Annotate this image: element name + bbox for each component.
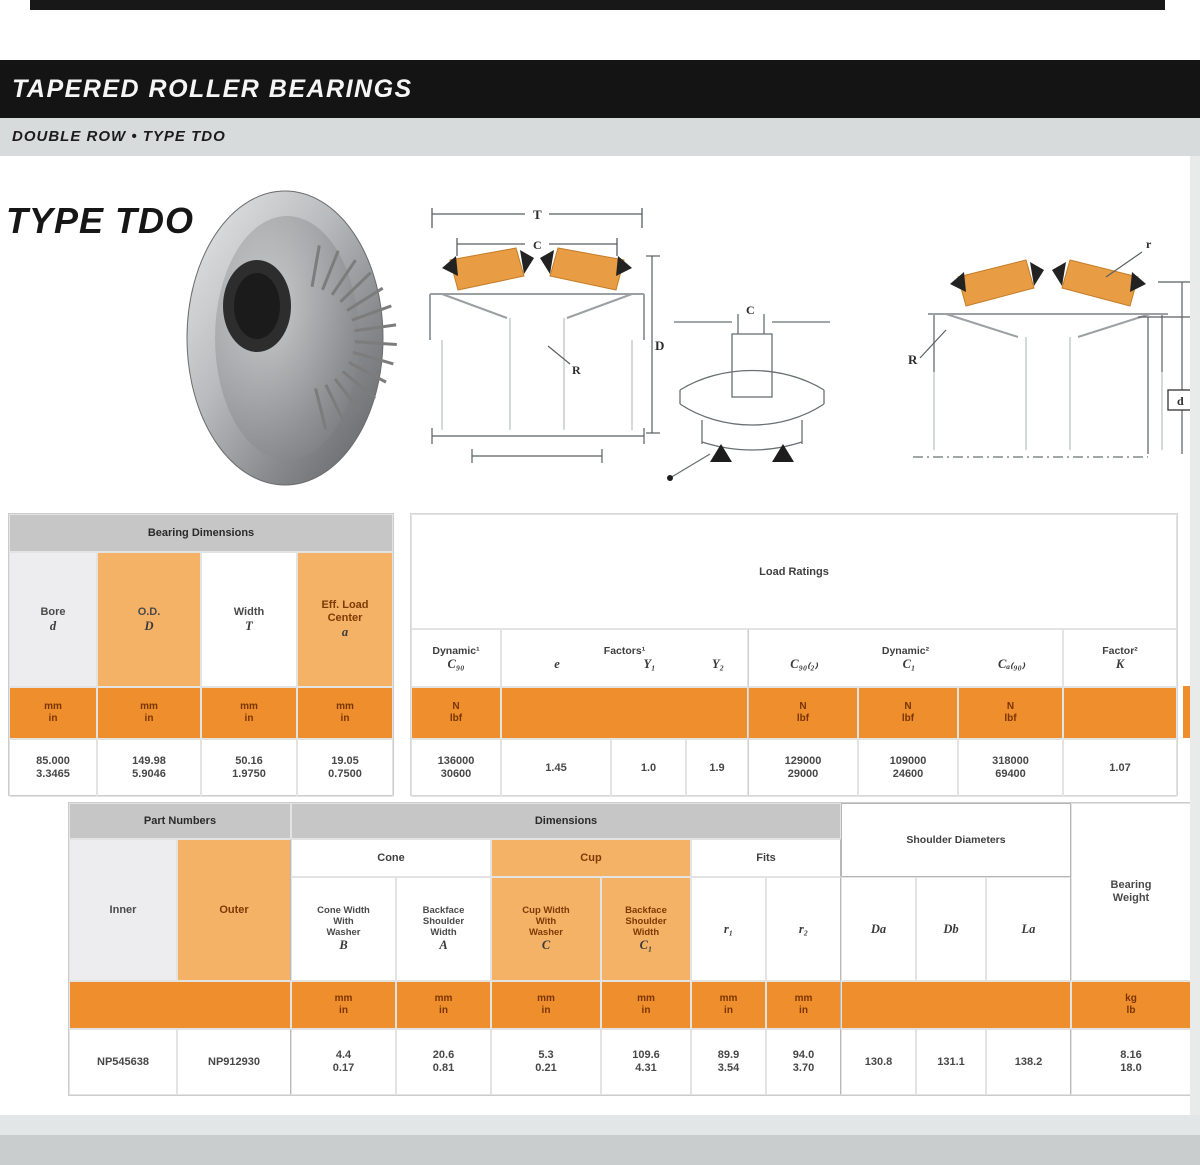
dimensions-load-ratings-table xyxy=(8,513,1190,796)
unit-cell-blank xyxy=(1063,687,1177,739)
value-cell-bore: 85.000 3.3465 xyxy=(9,739,97,797)
bearing-photo xyxy=(183,188,415,490)
subheader-dynamic2: Dynamic² C₉₀₍₂₎ C₁ Cₐ₍₉₀₎ xyxy=(748,629,1063,687)
arrowhead xyxy=(772,444,794,462)
subgroup-cup: Cup xyxy=(491,839,691,877)
rollers xyxy=(950,260,1146,306)
value-cell-c1: 109.6 4.31 xyxy=(601,1029,691,1095)
col-header-outer: Outer xyxy=(177,839,291,981)
unit-cell: mm in xyxy=(201,687,297,739)
col-header-da: Da xyxy=(841,877,916,981)
page-title: TAPERED ROLLER BEARINGS xyxy=(12,75,413,103)
col-header-od: O.D. D xyxy=(97,552,201,687)
dim-label-R2: R xyxy=(908,352,918,367)
dim-label-d: d xyxy=(1177,394,1184,408)
dim-label-T: T xyxy=(533,207,542,222)
col-header-eff-center: Eff. Load Center a xyxy=(297,552,393,687)
col-header-bearing-weight: Bearing Weight xyxy=(1071,803,1191,981)
value-cell-db: 131.1 xyxy=(916,1029,986,1095)
unit-cell: N lbf xyxy=(858,687,958,739)
group-header-shoulder-diameters: Shoulder Diameters xyxy=(841,803,1071,877)
unit-cell-blank xyxy=(841,981,1071,1029)
footer-band-dark xyxy=(0,1135,1200,1165)
dim-label-C2: C xyxy=(746,303,755,317)
page-edge-strip xyxy=(1190,156,1200,1115)
header-bar xyxy=(0,60,1200,118)
unit-cell-blank xyxy=(69,981,291,1029)
unit-cell: mm in xyxy=(396,981,491,1029)
col-header-cup-width: Cup Width With Washer C xyxy=(491,877,601,981)
value-cell-weight: 8.16 18.0 xyxy=(1071,1029,1191,1095)
value-cell-width: 50.16 1.9750 xyxy=(201,739,297,797)
unit-cell: mm in xyxy=(297,687,393,739)
page-subtitle: DOUBLE ROW • TYPE TDO xyxy=(12,128,226,145)
value-cell-outer-part: NP912930 xyxy=(177,1029,291,1095)
footer-band-light xyxy=(0,1115,1200,1135)
mounting-diagram xyxy=(662,292,847,487)
value-cell-r1: 89.9 3.54 xyxy=(691,1029,766,1095)
value-cell-la: 138.2 xyxy=(986,1029,1071,1095)
dim-label-r: r xyxy=(1146,237,1152,251)
col-header-inner: Inner xyxy=(69,839,177,981)
bearing-dimensions-block xyxy=(8,513,394,796)
subheader-bar xyxy=(0,118,1200,156)
top-accent-bar xyxy=(30,0,1165,10)
col-header-r2: r₂ xyxy=(766,877,841,981)
unit-cell: mm in xyxy=(691,981,766,1029)
cross-section-diagram xyxy=(412,198,667,483)
section-title: TYPE TDO xyxy=(6,200,195,241)
dim-label-D: D xyxy=(655,338,665,353)
subheader-factor-k: Factor² K xyxy=(1063,629,1177,687)
group-header-load-ratings: Load Ratings xyxy=(411,514,1177,629)
unit-cell-blank xyxy=(501,687,748,739)
value-cell-od: 149.98 5.9046 xyxy=(97,739,201,797)
cup-outline xyxy=(430,294,644,340)
group-header-bearing-dimensions: Bearing Dimensions xyxy=(9,514,393,552)
subheader-factors: Factors¹ e Y₁ Y₂ xyxy=(501,629,748,687)
subgroup-fits: Fits xyxy=(691,839,841,877)
unit-cell: N lbf xyxy=(958,687,1063,739)
unit-cell: N lbf xyxy=(748,687,858,739)
value-cell-y1: 1.0 xyxy=(611,739,686,797)
group-header-part-numbers: Part Numbers xyxy=(69,803,291,839)
unit-cell: N lbf xyxy=(411,687,501,739)
value-cell-e: 1.45 xyxy=(501,739,611,797)
value-cell-c1: 109000 24600 xyxy=(858,739,958,797)
unit-cell: mm in xyxy=(766,981,841,1029)
col-header-width: Width T xyxy=(201,552,297,687)
col-header-la: La xyxy=(986,877,1071,981)
group-header-dimensions: Dimensions xyxy=(291,803,841,839)
value-cell-b: 4.4 0.17 xyxy=(291,1029,396,1095)
col-header-bore: Bore d xyxy=(9,552,97,687)
col-header-backface-shoulder-c1: Backface Shoulder Width C₁ xyxy=(601,877,691,981)
dim-label-R: R xyxy=(572,363,581,377)
load-ratings-block xyxy=(410,513,1178,796)
value-cell-a: 20.6 0.81 xyxy=(396,1029,491,1095)
value-cell-da: 130.8 xyxy=(841,1029,916,1095)
col-header-cone-width: Cone Width With Washer B xyxy=(291,877,396,981)
value-cell-inner-part: NP545638 xyxy=(69,1029,177,1095)
col-header-r1: r₁ xyxy=(691,877,766,981)
col-header-db: Db xyxy=(916,877,986,981)
value-cell-ca90: 318000 69400 xyxy=(958,739,1063,797)
rollers xyxy=(442,248,632,290)
value-cell-c: 5.3 0.21 xyxy=(491,1029,601,1095)
arrowhead xyxy=(710,444,732,462)
subheader-dynamic1: Dynamic¹ C₉₀ xyxy=(411,629,501,687)
value-cell-r2: 94.0 3.70 xyxy=(766,1029,841,1095)
value-cell-k: 1.07 xyxy=(1063,739,1177,797)
unit-cell: mm in xyxy=(9,687,97,739)
unit-cell: mm in xyxy=(601,981,691,1029)
unit-cell: mm in xyxy=(97,687,201,739)
unit-cell: mm in xyxy=(491,981,601,1029)
value-cell-eff-center: 19.05 0.7500 xyxy=(297,739,393,797)
dim-label-C: C xyxy=(533,238,542,252)
value-cell-y2: 1.9 xyxy=(686,739,748,797)
subgroup-cone: Cone xyxy=(291,839,491,877)
unit-cell: mm in xyxy=(291,981,396,1029)
value-cell-c90: 136000 30600 xyxy=(411,739,501,797)
unit-cell-weight: kg lb xyxy=(1071,981,1191,1029)
value-cell-c902: 129000 29000 xyxy=(748,739,858,797)
col-header-backface-shoulder-a: Backface Shoulder Width A xyxy=(396,877,491,981)
right-section-diagram xyxy=(898,222,1198,507)
cup-outline xyxy=(928,314,1168,372)
part-numbers-dimensions-table xyxy=(68,802,1192,1096)
